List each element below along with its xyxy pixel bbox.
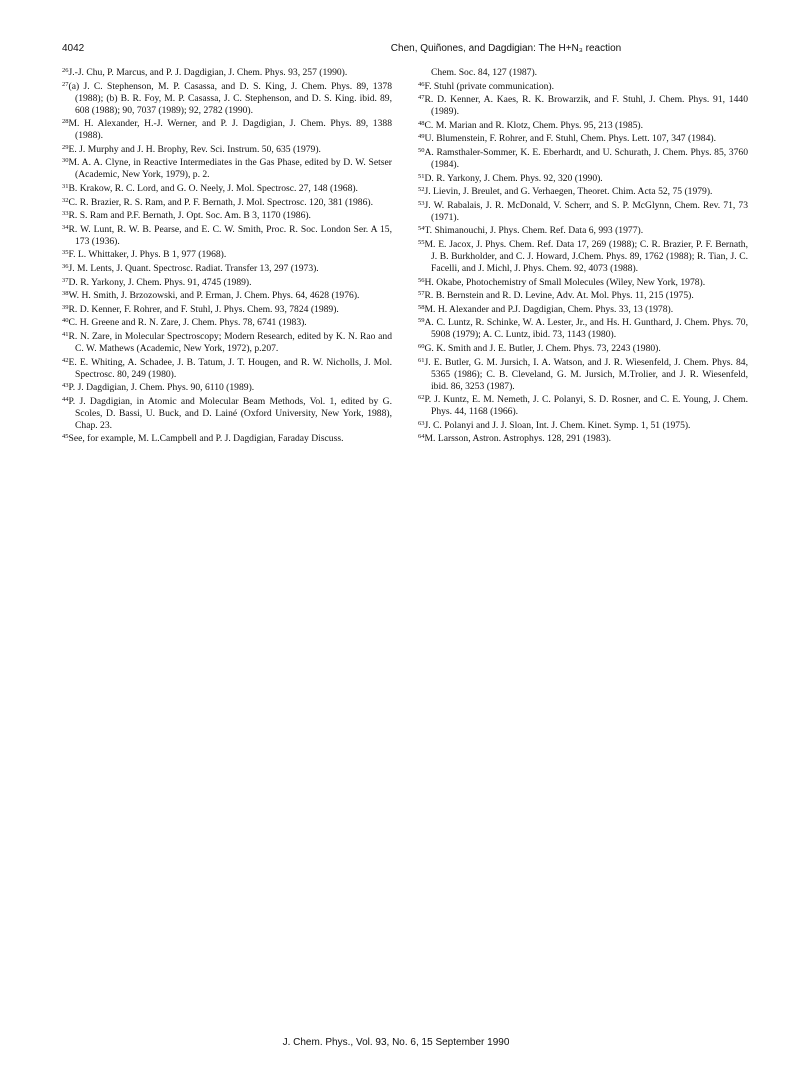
reference-number: 27 — [62, 80, 69, 88]
reference-text: E. J. Murphy and J. H. Brophy, Rev. Sci. Instrum. 50, 635 (1979). — [68, 143, 321, 155]
reference-text: M. H. Alexander, H.-J. Werner, and P. J. Dagdigian, J. Chem. Phys. 89, 1388 (1988). — [68, 118, 392, 142]
reference-item — [418, 433, 748, 445]
reference-item — [62, 317, 392, 329]
reference-number: 50 — [418, 146, 425, 154]
reference-number: 54 — [418, 225, 425, 233]
reference-number: 63 — [418, 419, 425, 427]
reference-item — [62, 183, 392, 195]
reference-number: 62 — [418, 394, 425, 402]
reference-item — [418, 186, 748, 198]
reference-text: J. E. Butler, G. M. Jursich, I. A. Watson, and J. R. Wiesenfeld, J. Chem. Phys. 84, 5365 (1986); C. B. Cleveland, G. M. Jursich, M.Trolier, and J. R. Wiesenfeld, ibid. 86, 3253 (1987). — [424, 356, 748, 392]
reference-text: E. E. Whiting, A. Schadee, J. B. Tatum, J. T. Hougen, and R. W. Nicholls, J. Mol. Spectrosc. 80, 249 (1980). — [68, 356, 392, 380]
reference-text: F. Stuhl (private communication). — [424, 80, 555, 92]
reference-item — [418, 357, 748, 393]
reference-item — [62, 144, 392, 156]
reference-item — [62, 331, 392, 355]
reference-item — [418, 239, 748, 275]
reference-number: 55 — [418, 238, 425, 246]
reference-text: P. J. Dagdigian, J. Chem. Phys. 90, 6110 (1989). — [68, 382, 255, 394]
reference-number: 32 — [62, 196, 69, 204]
reference-number: 40 — [62, 317, 69, 325]
reference-item — [62, 382, 392, 394]
reference-text: W. H. Smith, J. Brzozowski, and P. Erman, J. Chem. Phys. 64, 4628 (1976). — [68, 290, 360, 302]
reference-number: 31 — [62, 182, 69, 190]
reference-number: 47 — [418, 94, 425, 102]
reference-text: D. R. Yarkony, J. Chem. Phys. 91, 4745 (1989). — [68, 276, 252, 288]
reference-item — [418, 133, 748, 145]
reference-text: M. H. Alexander and P.J. Dagdigian, Chem. Phys. 33, 13 (1978). — [424, 303, 674, 315]
reference-text: F. L. Whittaker, J. Phys. B 1, 977 (1968). — [68, 249, 227, 261]
reference-item — [62, 118, 392, 142]
reference-number: 38 — [62, 290, 69, 298]
reference-text: C. H. Greene and R. N. Zare, J. Chem. Phys. 78, 6741 (1983). — [68, 317, 307, 329]
reference-item — [418, 304, 748, 316]
reference-text: M. E. Jacox, J. Phys. Chem. Ref. Data 17, 269 (1988); C. R. Brazier, P. F. Bernath, J. B. Burkholder, and C. J. Howard, J.Chem. Phys. 89, 1762 (1988); R. Tian, J. C. Facelli, and J. Michl, J. Phys. Chem. 92, 4073 (1988). — [424, 238, 748, 274]
reference-text: M. A. A. Clyne, in Reactive Intermediates in the Gas Phase, edited by D. W. Setser (Academic, New York, 1979), p. 2. — [68, 157, 392, 181]
reference-text: J.-J. Chu, P. Marcus, and P. J. Dagdigian, J. Chem. Phys. 93, 257 (1990). — [68, 67, 348, 78]
reference-number: 59 — [418, 317, 425, 325]
reference-item — [418, 394, 748, 418]
reference-text: See, for example, M. L.Campbell and P. J. Dagdigian, Faraday Discuss. — [68, 433, 344, 445]
reference-number: 51 — [418, 172, 425, 180]
reference-text: R. D. Kenner, A. Kaes, R. K. Browarzik, and F. Stuhl, J. Chem. Phys. 91, 1440 (1989). — [424, 94, 748, 118]
reference-item — [418, 67, 748, 79]
reference-number: 26 — [62, 67, 69, 74]
reference-number: 41 — [62, 330, 69, 338]
reference-item — [418, 120, 748, 132]
reference-number: 30 — [62, 157, 69, 165]
reference-item — [62, 304, 392, 316]
reference-number: 35 — [62, 249, 69, 257]
reference-number: 53 — [418, 199, 425, 207]
reference-number: 42 — [62, 356, 69, 364]
reference-number: 57 — [418, 290, 425, 298]
reference-text: A. C. Luntz, R. Schinke, W. A. Lester, Jr., and Hs. H. Gunthard, J. Chem. Phys. 70, 5908 (1979); A. C. Luntz, ibid. 73, 1143 (1980). — [424, 317, 748, 341]
reference-item — [418, 277, 748, 289]
reference-text: J. C. Polanyi and J. J. Sloan, Int. J. Chem. Kinet. Symp. 1, 51 (1975). — [424, 419, 691, 431]
running-title: Chen, Quiñones, and Dagdigian: The H+N₃ reaction — [390, 43, 622, 54]
reference-number: 45 — [62, 433, 69, 441]
reference-item — [418, 225, 748, 237]
reference-item — [418, 200, 748, 224]
reference-number: 33 — [62, 210, 69, 218]
reference-text: R. S. Ram and P.F. Bernath, J. Opt. Soc. Am. B 3, 1170 (1986). — [68, 210, 311, 222]
reference-number: 39 — [62, 303, 69, 311]
reference-item — [62, 249, 392, 261]
reference-text: C. M. Marian and R. Klotz, Chem. Phys. 95, 213 (1985). — [424, 119, 644, 131]
reference-text: R. B. Bernstein and R. D. Levine, Adv. At. Mol. Phys. 11, 215 (1975). — [424, 290, 694, 302]
reference-number: 48 — [418, 119, 425, 127]
reference-number: 44 — [62, 395, 69, 403]
references-column-left — [62, 67, 392, 447]
reference-text: P. J. Dagdigian, in Atomic and Molecular Beam Methods, Vol. 1, edited by G. Scoles, D. Bassi, U. Buck, and D. Lainé (Oxford University, New York, 1988), Chap. 23. — [68, 395, 392, 431]
reference-text: U. Blumenstein, F. Rohrer, and F. Stuhl, Chem. Phys. Lett. 107, 347 (1984). — [424, 133, 716, 145]
reference-text: B. Krakow, R. C. Lord, and G. O. Neely, J. Mol. Spectrosc. 27, 148 (1968). — [68, 182, 358, 194]
reference-text: P. J. Kuntz, E. M. Nemeth, J. C. Polanyi, S. D. Rosner, and C. E. Young, J. Chem. Phys. 44, 1168 (1966). — [424, 394, 748, 418]
reference-item — [62, 224, 392, 248]
reference-item — [418, 420, 748, 432]
reference-item — [62, 210, 392, 222]
reference-number: 37 — [62, 276, 69, 284]
reference-number: 61 — [418, 356, 425, 364]
reference-item — [62, 396, 392, 432]
reference-item — [418, 147, 748, 171]
reference-number: 56 — [418, 276, 425, 284]
reference-text: (a) J. C. Stephenson, M. P. Casassa, and D. S. King, J. Chem. Phys. 89, 1378 (1988); (b) B. R. Foy, M. P. Casassa, J. C. Stephenson, and D. S. King. ibid. 89, 608 (1988); 90, 7037 (1989); 92, 2782 (1990). — [68, 80, 392, 116]
page-number: 4042 — [62, 43, 85, 54]
reference-item — [62, 197, 392, 209]
reference-item — [62, 277, 392, 289]
reference-number: 46 — [418, 80, 425, 88]
reference-text: J. W. Rabalais, J. R. McDonald, V. Scherr, and S. P. McGlynn, Chem. Rev. 71, 73 (1971). — [424, 199, 748, 223]
reference-number: 49 — [418, 133, 425, 141]
reference-text: A. Ramsthaler-Sommer, K. E. Eberhardt, and U. Schurath, J. Chem. Phys. 85, 3760 (1984). — [424, 146, 748, 170]
reference-text: R. W. Lunt, R. W. B. Pearse, and E. C. W. Smith, Proc. R. Soc. London Ser. A 15, 173 (1936). — [68, 223, 392, 247]
reference-text: T. Shimanouchi, J. Phys. Chem. Ref. Data 6, 993 (1977). — [424, 225, 644, 237]
reference-item — [418, 81, 748, 93]
reference-item — [418, 173, 748, 185]
reference-text: G. K. Smith and J. E. Butler, J. Chem. Phys. 73, 2243 (1980). — [424, 342, 661, 354]
reference-item — [62, 263, 392, 275]
reference-text: J. Lievin, J. Breulet, and G. Verhaegen, Theoret. Chim. Acta 52, 75 (1979). — [424, 186, 713, 198]
reference-item — [418, 94, 748, 118]
reference-text: M. Larsson, Astron. Astrophys. 128, 291 (1983). — [424, 433, 612, 445]
reference-number: 43 — [62, 382, 69, 390]
reference-text: J. M. Lents, J. Quant. Spectrosc. Radiat. Transfer 13, 297 (1973). — [68, 262, 319, 274]
reference-text: H. Okabe, Photochemistry of Small Molecules (Wiley, New York, 1978). — [424, 276, 706, 288]
reference-item — [62, 357, 392, 381]
references-column-right — [418, 67, 748, 447]
reference-number: 29 — [62, 143, 69, 151]
reference-number: 60 — [418, 342, 425, 350]
reference-text: R. D. Kenner, F. Rohrer, and F. Stuhl, J. Phys. Chem. 93, 7824 (1989). — [68, 303, 339, 315]
reference-item — [62, 290, 392, 302]
reference-text: Chem. Soc. 84, 127 (1987). — [431, 67, 538, 78]
reference-number: 36 — [62, 262, 69, 270]
reference-item — [418, 290, 748, 302]
reference-item — [62, 81, 392, 117]
reference-number: 28 — [62, 118, 69, 126]
reference-item — [62, 433, 392, 445]
reference-number: 58 — [418, 303, 425, 311]
reference-text: C. R. Brazier, R. S. Ram, and P. F. Bernath, J. Mol. Spectrosc. 120, 381 (1986). — [68, 196, 373, 208]
reference-item — [418, 317, 748, 341]
reference-item — [62, 67, 392, 79]
reference-item — [418, 343, 748, 355]
reference-number: 52 — [418, 186, 425, 194]
journal-footer: J. Chem. Phys., Vol. 93, No. 6, 15 September 1990 — [282, 1037, 510, 1048]
reference-text: D. R. Yarkony, J. Chem. Phys. 92, 320 (1990). — [424, 172, 603, 184]
reference-number: 34 — [62, 223, 69, 231]
reference-text: R. N. Zare, in Molecular Spectroscopy; Modern Research, edited by K. N. Rao and C. W. Mathews (Academic, New York, 1972), p.207. — [68, 330, 392, 354]
reference-item — [62, 157, 392, 181]
reference-number: 64 — [418, 433, 425, 441]
